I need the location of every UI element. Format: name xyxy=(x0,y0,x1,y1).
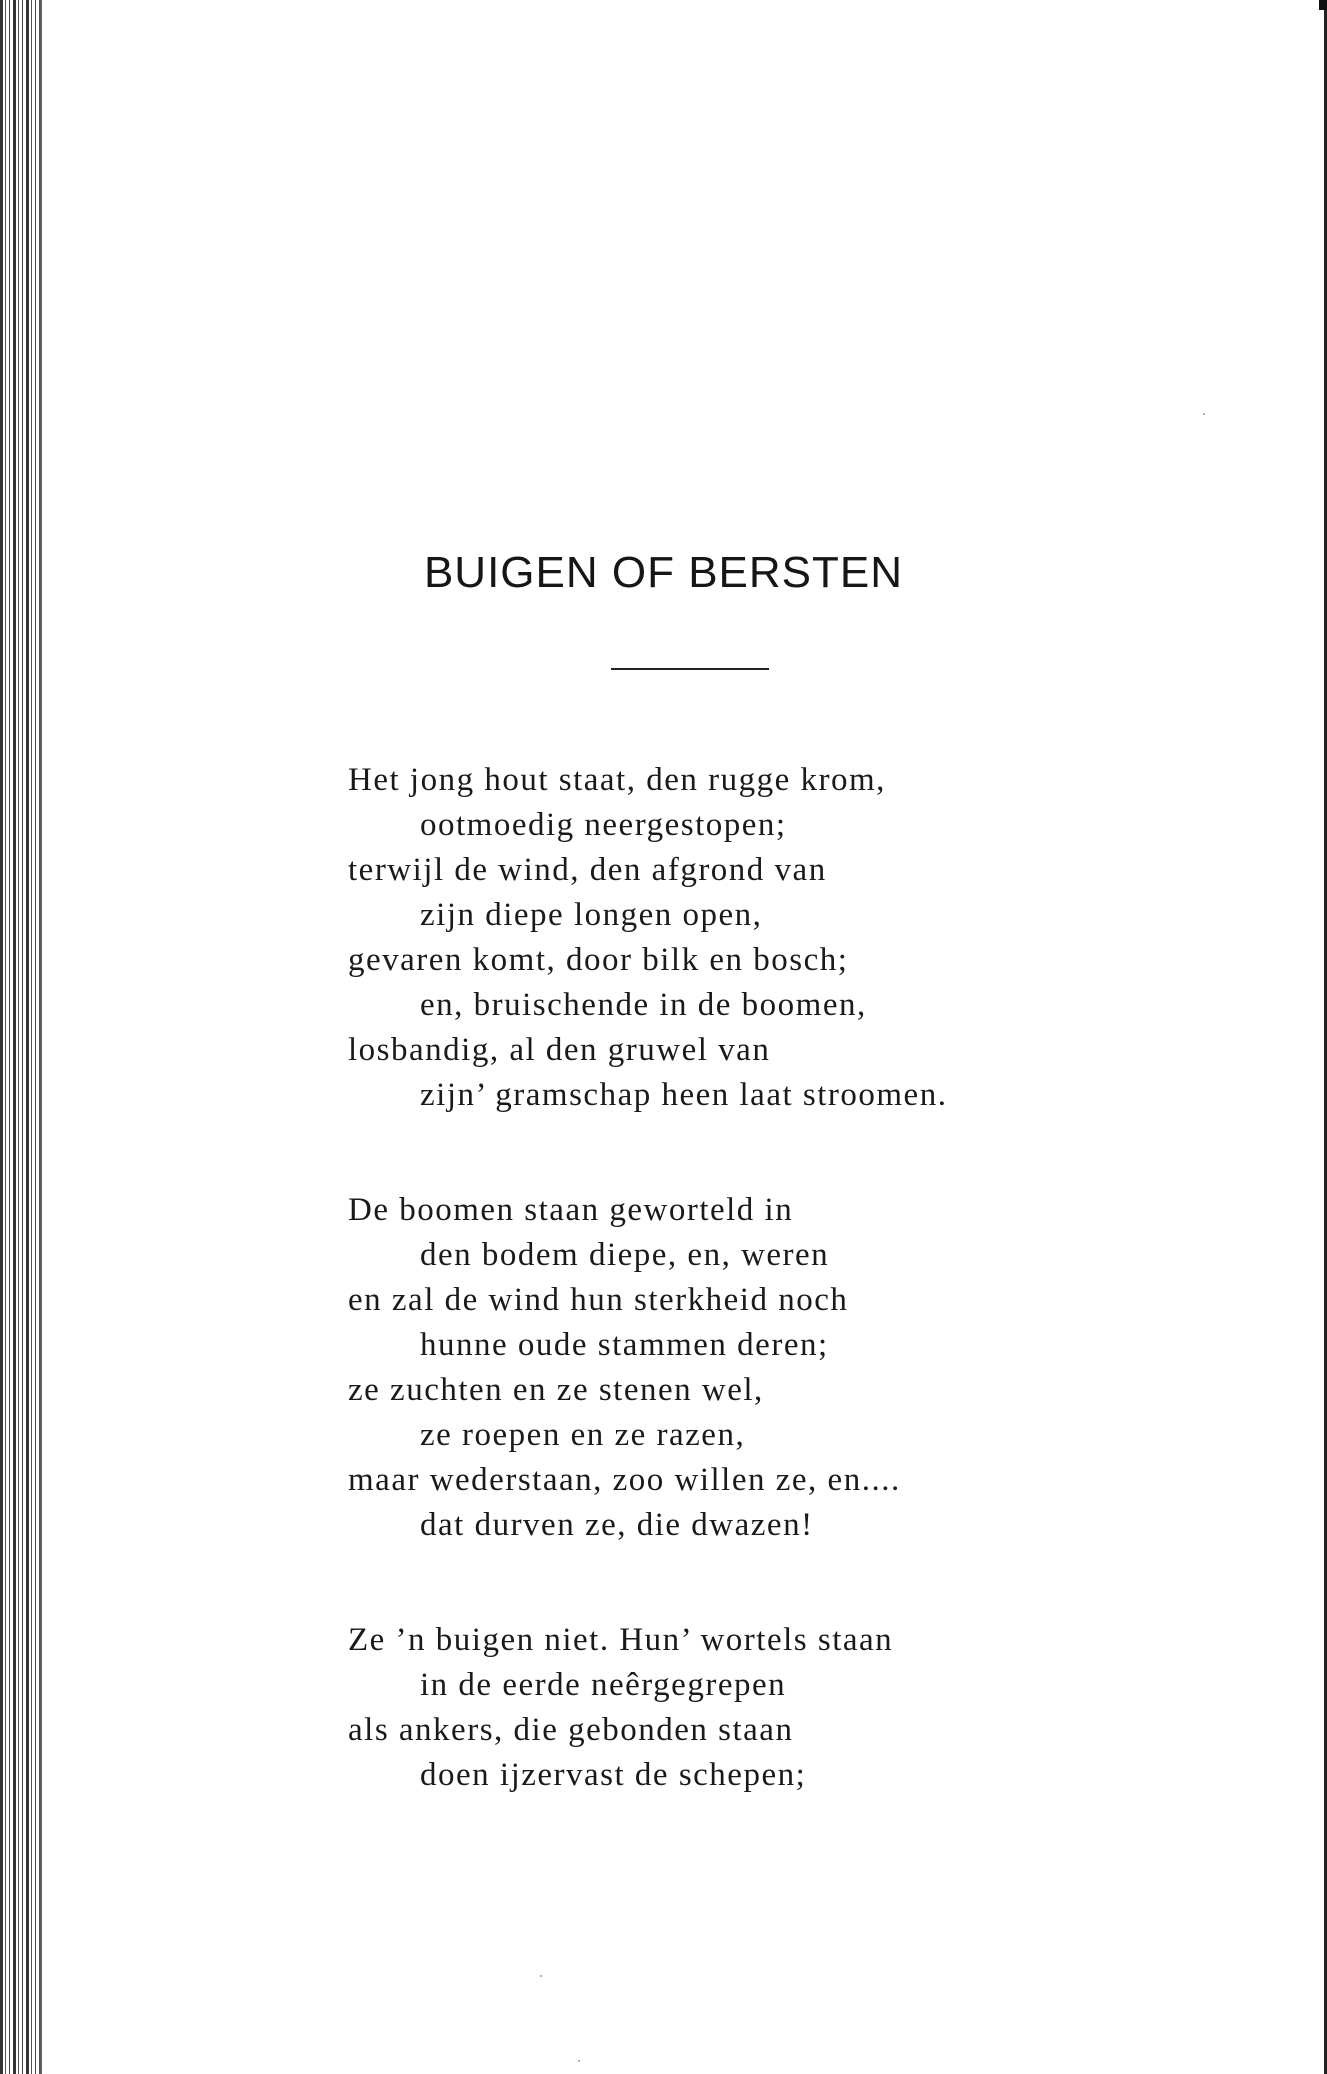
poem-line: terwijl de wind, den afgrond van xyxy=(348,852,827,888)
stanza xyxy=(348,1618,1148,1798)
poem-line: doen ijzervast de schepen; xyxy=(420,1757,807,1793)
scan-speck xyxy=(540,1975,542,1977)
page-corner-mark xyxy=(1319,0,1327,10)
poem-body xyxy=(348,758,1148,1868)
poem-line: ootmoedig neergestopen; xyxy=(420,807,787,843)
poem-line: Het jong hout staat, den rugge krom, xyxy=(348,762,886,798)
poem-line: ze roepen en ze razen, xyxy=(420,1417,746,1453)
poem-line: hunne oude stammen deren; xyxy=(420,1327,829,1363)
poem-line: gevaren komt, door bilk en bosch; xyxy=(348,942,849,978)
poem-line: den bodem diepe, en, weren xyxy=(420,1237,830,1273)
scan-speck xyxy=(578,2060,580,2062)
scan-speck xyxy=(1203,413,1205,415)
poem-line: dat durven ze, die dwazen! xyxy=(420,1507,814,1543)
poem-line: zijn’ gramschap heen laat stroomen. xyxy=(420,1077,948,1113)
binding-shadow xyxy=(0,0,60,2074)
poem-line: in de eerde neêrgegrepen xyxy=(420,1667,787,1703)
poem-line: en, bruischende in de boomen, xyxy=(420,987,867,1023)
poem-line: losbandig, al den gruwel van xyxy=(348,1032,771,1068)
title-divider xyxy=(611,668,769,670)
poem-line: als ankers, die gebonden staan xyxy=(348,1712,794,1748)
poem-line: zijn diepe longen open, xyxy=(420,897,763,933)
poem-line: en zal de wind hun sterkheid noch xyxy=(348,1282,849,1318)
poem-line: maar wederstaan, zoo willen ze, en.... xyxy=(348,1462,901,1498)
stanza xyxy=(348,1188,1148,1548)
poem-line: De boomen staan geworteld in xyxy=(348,1192,794,1228)
poem-line: ze zuchten en ze stenen wel, xyxy=(348,1372,764,1408)
poem-line: Ze ’n buigen niet. Hun’ wortels staan xyxy=(348,1622,894,1658)
poem-title: BUIGEN OF BERSTEN xyxy=(423,548,904,597)
stanza xyxy=(348,758,1148,1118)
